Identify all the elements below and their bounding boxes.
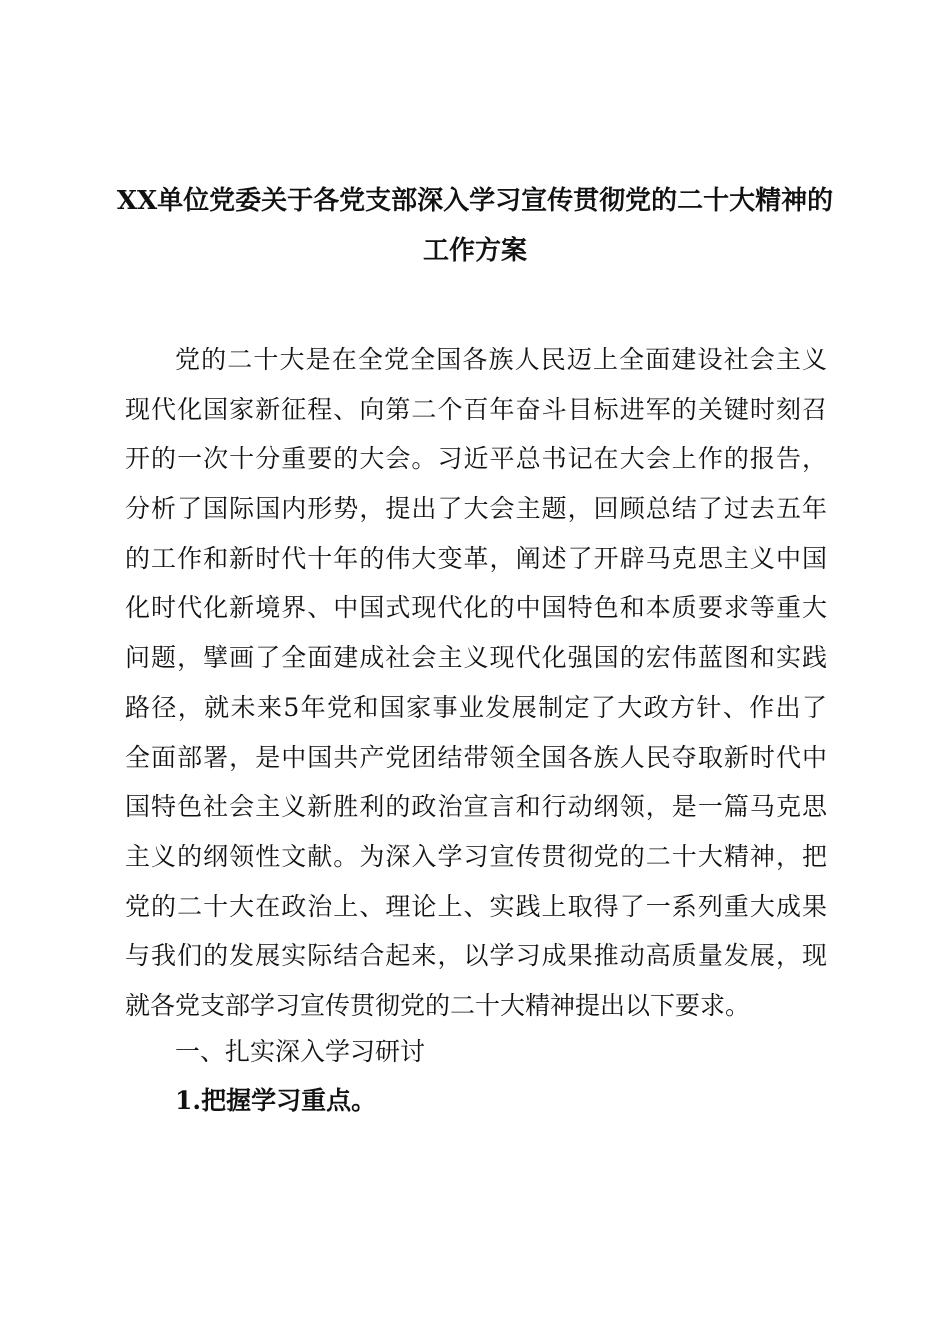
paragraph-line: 国特色社会主义新胜利的政治宣言和行动纲领，是一篇马克思 — [125, 792, 827, 822]
paragraph-line: 主义的纲领性文献。为深入学习宣传贯彻党的二十大精神，把 — [125, 841, 827, 871]
paragraph-line: 化时代化新境界、中国式现代化的中国特色和本质要求等重大 — [125, 593, 827, 623]
paragraph-line: 与我们的发展实际结合起来，以学习成果推动高质量发展，现 — [125, 941, 827, 971]
paragraph-line: 就各党支部学习宣传贯彻党的二十大精神提出以下要求。 — [125, 990, 751, 1020]
paragraph-line: 党的二十大是在全党全国各族人民迈上全面建设社会主义 — [175, 345, 827, 374]
paragraph-line: 的工作和新时代十年的伟大变革，阐述了开辟马克思主义中国 — [125, 543, 827, 573]
section-heading: 一、扎实深入学习研讨 — [175, 1037, 426, 1066]
paragraph-line: 现代化国家新征程、向第二个百年奋斗目标进军的关键时刻召 — [125, 394, 827, 424]
paragraph-line: 全面部署，是中国共产党团结带领全国各族人民夺取新时代中 — [125, 742, 827, 772]
document-title-line-2: 工作方案 — [422, 236, 527, 266]
paragraph-line: 问题，擘画了全面建成社会主义现代化强国的宏伟蓝图和实践 — [125, 643, 827, 673]
paragraph-line: 开的一次十分重要的大会。习近平总书记在大会上作的报告， — [125, 444, 827, 474]
subsection-heading: 1.把握学习重点。 — [175, 1086, 377, 1115]
paragraph-line: 党的二十大在政治上、理论上、实践上取得了一系列重大成果 — [125, 891, 827, 921]
paragraph-line: 路径，就未来5年党和国家事业发展制定了大政方针、作出了 — [125, 692, 827, 722]
document-title-line-1: XX单位党委关于各党支部深入学习宣传贯彻党的二十大精神的 — [116, 186, 834, 216]
paragraph-line: 分析了国际国内形势，提出了大会主题，回顾总结了过去五年 — [125, 494, 827, 524]
body-paragraph — [125, 335, 827, 1031]
